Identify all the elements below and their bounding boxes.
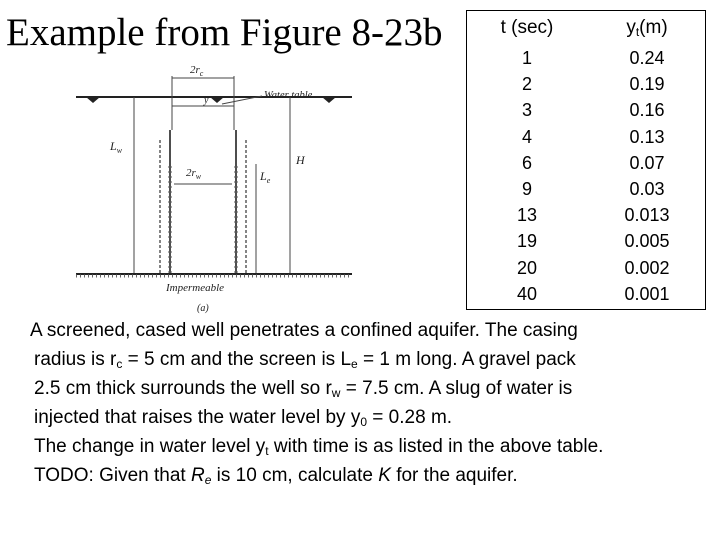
table-cell-t: 9 bbox=[521, 178, 532, 199]
well-diagram-svg bbox=[62, 36, 362, 318]
problem-line-1: A screened, cased well penetrates a confined aquifer. The casing bbox=[30, 320, 578, 341]
figure-caption: (a) bbox=[197, 303, 209, 314]
problem-line-6: TODO: Given that $R_e$ is 10 cm, calculate K for the aquifer. bbox=[34, 465, 518, 487]
rise-label: y bbox=[204, 95, 209, 106]
water-table-label: Water table bbox=[264, 90, 313, 101]
well-casing bbox=[170, 130, 236, 274]
table-cell-t: 40 bbox=[516, 283, 538, 304]
table-cell-y: 0.002 bbox=[624, 257, 670, 278]
table-cell-y: 0.001 bbox=[624, 283, 670, 304]
table-cell-y: 0.13 bbox=[629, 126, 665, 147]
level-column bbox=[587, 11, 707, 307]
slide-title: Example from Figure 8-23b bbox=[6, 11, 443, 54]
table-cell-t: 20 bbox=[516, 257, 538, 278]
problem-text bbox=[30, 316, 714, 490]
casing-diameter-label: $2r_c$ bbox=[190, 64, 204, 78]
time-column bbox=[467, 11, 587, 307]
table-cell-t: 3 bbox=[521, 100, 532, 121]
h-label: H bbox=[296, 153, 305, 167]
table-cell-t: 2 bbox=[521, 74, 532, 95]
problem-line-2: radius is $r_c = 5$ cm and the screen is $L_e = 1$ m long. A gravel pack bbox=[34, 349, 576, 371]
water-table-marker-right bbox=[322, 97, 336, 103]
problem-line-4: injected that raises the water level by $y_0 = 0.28$ m. bbox=[34, 407, 453, 429]
time-header: t (sec) bbox=[500, 17, 554, 38]
le-label: $L_e$ bbox=[260, 169, 271, 185]
water-table-marker-center bbox=[210, 97, 224, 103]
well-screen bbox=[170, 166, 236, 274]
table-cell-t: 13 bbox=[516, 205, 538, 226]
table-cell-y: 0.19 bbox=[629, 74, 665, 95]
table-cell-y: 0.24 bbox=[629, 48, 665, 68]
table-cell-t: 4 bbox=[521, 126, 532, 147]
lw-label: $L_w$ bbox=[110, 139, 123, 155]
table-cell-t: 6 bbox=[521, 152, 532, 173]
problem-line-3: 2.5 cm thick surrounds the well so $r_w = 7.5$ cm. A slug of water is bbox=[34, 378, 573, 400]
table-cell-t: 1 bbox=[521, 48, 532, 68]
table-cell-y: 0.07 bbox=[629, 152, 665, 173]
water-table-marker-left bbox=[86, 97, 100, 103]
problem-line-5: The change in water level $y_t$ with time is as listed in the above table. bbox=[34, 436, 604, 458]
table-cell-t: 19 bbox=[516, 231, 538, 252]
table-cell-y: 0.16 bbox=[629, 100, 665, 121]
impermeable-label: Impermeable bbox=[166, 282, 225, 294]
gravel-pack-boundary bbox=[160, 140, 246, 274]
table-cell-y: 0.013 bbox=[624, 205, 670, 226]
data-table bbox=[466, 10, 706, 310]
level-header: $y_t(m)$ bbox=[626, 17, 668, 39]
table-cell-y: 0.03 bbox=[629, 178, 665, 199]
well-diagram bbox=[62, 36, 362, 318]
screen-diameter-label: $2r_w$ bbox=[186, 167, 202, 181]
table-cell-y: 0.005 bbox=[624, 231, 670, 252]
